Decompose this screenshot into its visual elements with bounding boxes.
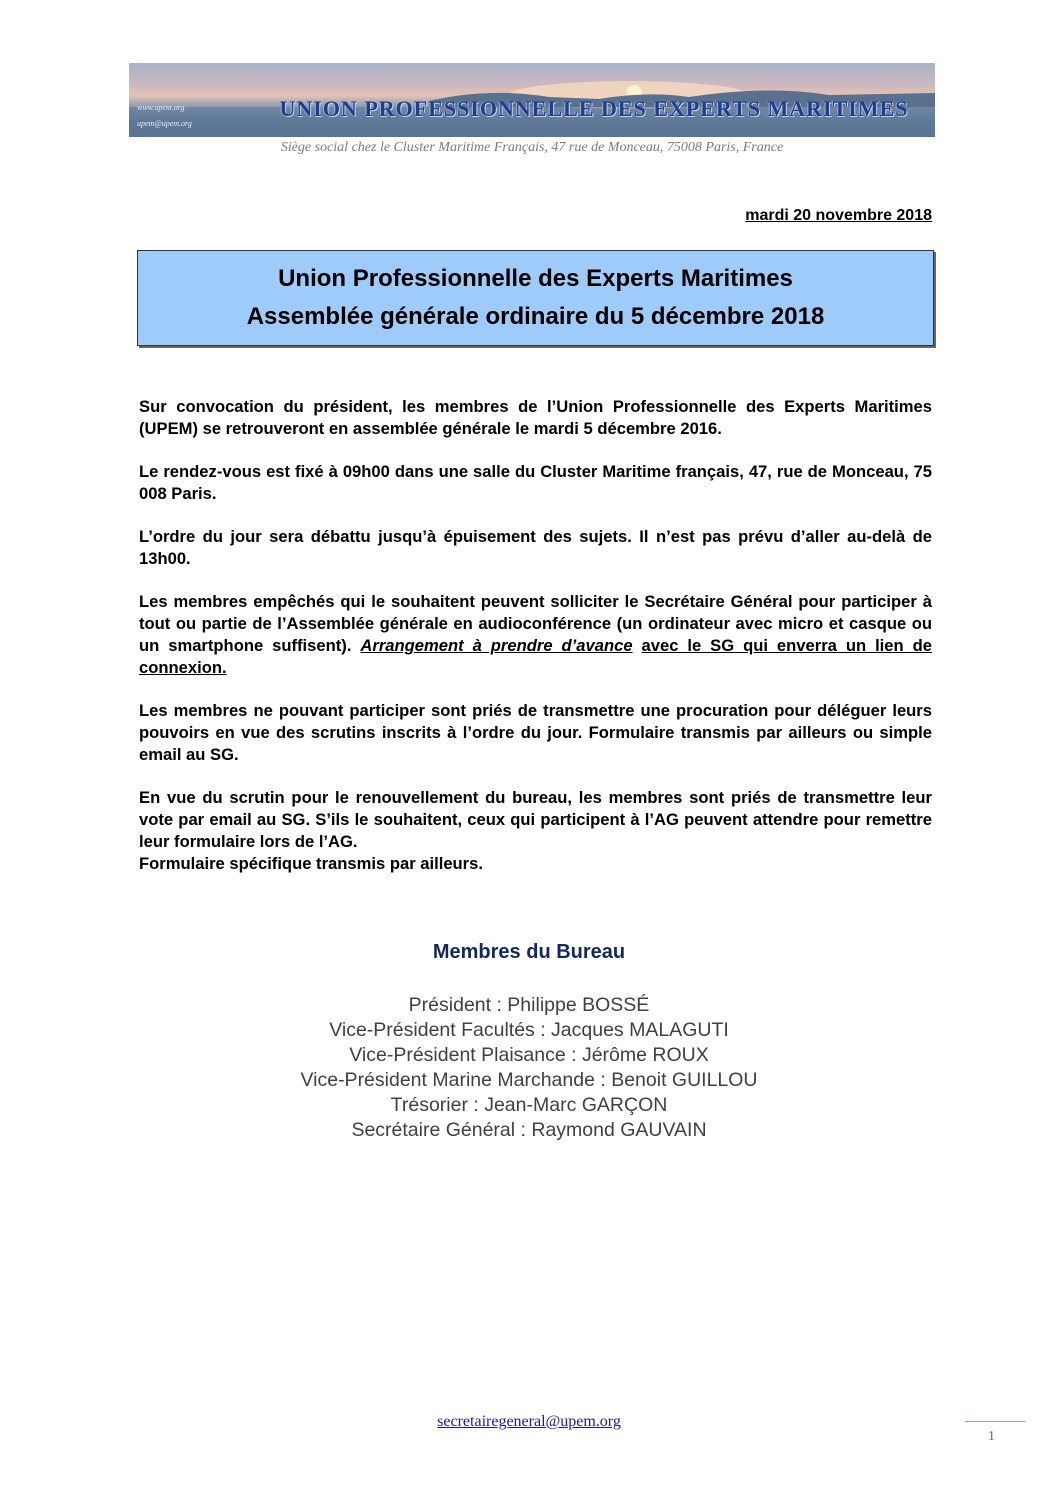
member-president: Président : Philippe BOSSÉ	[408, 994, 650, 1016]
banner-title: UNION PROFESSIONNELLE DES EXPERTS MARITIMES	[279, 96, 909, 121]
paragraph-procuration: Les membres ne pouvant participer sont priés de transmettre une procuration pour déléguer leurs pouvoirs en vue des scrutins inscrits à l’ordre du jour. Formulaire transmis par ailleurs ou simple email au SG.	[139, 701, 932, 764]
paragraph-rendez-vous: Le rendez-vous est fixé à 09h00 dans une salle du Cluster Maritime français, 47, rue de Monceau, 75 008 Paris.	[139, 462, 932, 503]
member-vp-marine: Vice-Président Marine Marchande : Benoit GUILLOU	[300, 1069, 758, 1091]
scrutin-text: En vue du scrutin pour le renouvellement du bureau, les membres sont priés de transmettre leur vote par email au SG. S’ils le souhaitent, ceux qui participent à l’AG peuvent attendre pour remettre leur formulaire lors de l’AG.	[139, 788, 932, 851]
bureau-members	[0, 993, 1058, 1143]
document-date: mardi 20 novembre 2018	[745, 207, 932, 224]
member-secretaire: Secrétaire Général : Raymond GAUVAIN	[351, 1119, 707, 1141]
member-vp-facultes: Vice-Président Facultés : Jacques MALAGUTI	[329, 1019, 729, 1041]
body-content	[139, 396, 932, 875]
title-box	[137, 250, 934, 346]
arrangement-note: Arrangement à prendre d’avance	[360, 636, 633, 655]
page-number: 1	[988, 1429, 995, 1444]
footer-email-link[interactable]: secretairegeneral@upem.org	[437, 1413, 621, 1430]
paragraph-scrutin	[139, 787, 932, 875]
audioconference-text: Les membres empêchés qui le souhaitent peuvent solliciter le Secrétaire Général pour participer à tout ou partie de l’Assemblée générale en audioconférence (un ordinateur avec micro et casque ou un smartphone suffisent).	[139, 592, 932, 655]
paragraph-convocation: Sur convocation du président, les membres de l’Union Professionnelle des Experts Maritimes (UPEM) se retrouveront en assemblée générale le mardi 5 décembre 2016.	[139, 397, 932, 438]
paragraph-audioconference	[139, 591, 932, 679]
formulaire-text: Formulaire spécifique transmis par ailleurs.	[139, 854, 483, 873]
title-line-1: Union Professionnelle des Experts Maritimes	[278, 265, 793, 292]
arrangement-note-cont: avec le SG qui enverra un lien de connexion.	[139, 636, 932, 677]
header-banner	[129, 63, 935, 137]
banner-site: www.upem.org	[137, 103, 185, 112]
title-line-2: Assemblée générale ordinaire du 5 décembre 2018	[246, 303, 825, 330]
bureau-title: Membres du Bureau	[432, 941, 626, 963]
siege-social: Siège social chez le Cluster Maritime Français, 47 rue de Monceau, 75008 Paris, France	[280, 140, 784, 155]
member-tresorier: Trésorier : Jean-Marc GARÇON	[390, 1094, 668, 1116]
banner-email: upem@upem.org	[137, 119, 192, 128]
page-number-rule	[965, 1421, 1025, 1422]
member-vp-plaisance: Vice-Président Plaisance : Jérôme ROUX	[349, 1044, 709, 1066]
paragraph-ordre-du-jour: L’ordre du jour sera débattu jusqu’à épuisement des sujets. Il n’est pas prévu d’aller au-delà de 13h00.	[139, 527, 932, 568]
